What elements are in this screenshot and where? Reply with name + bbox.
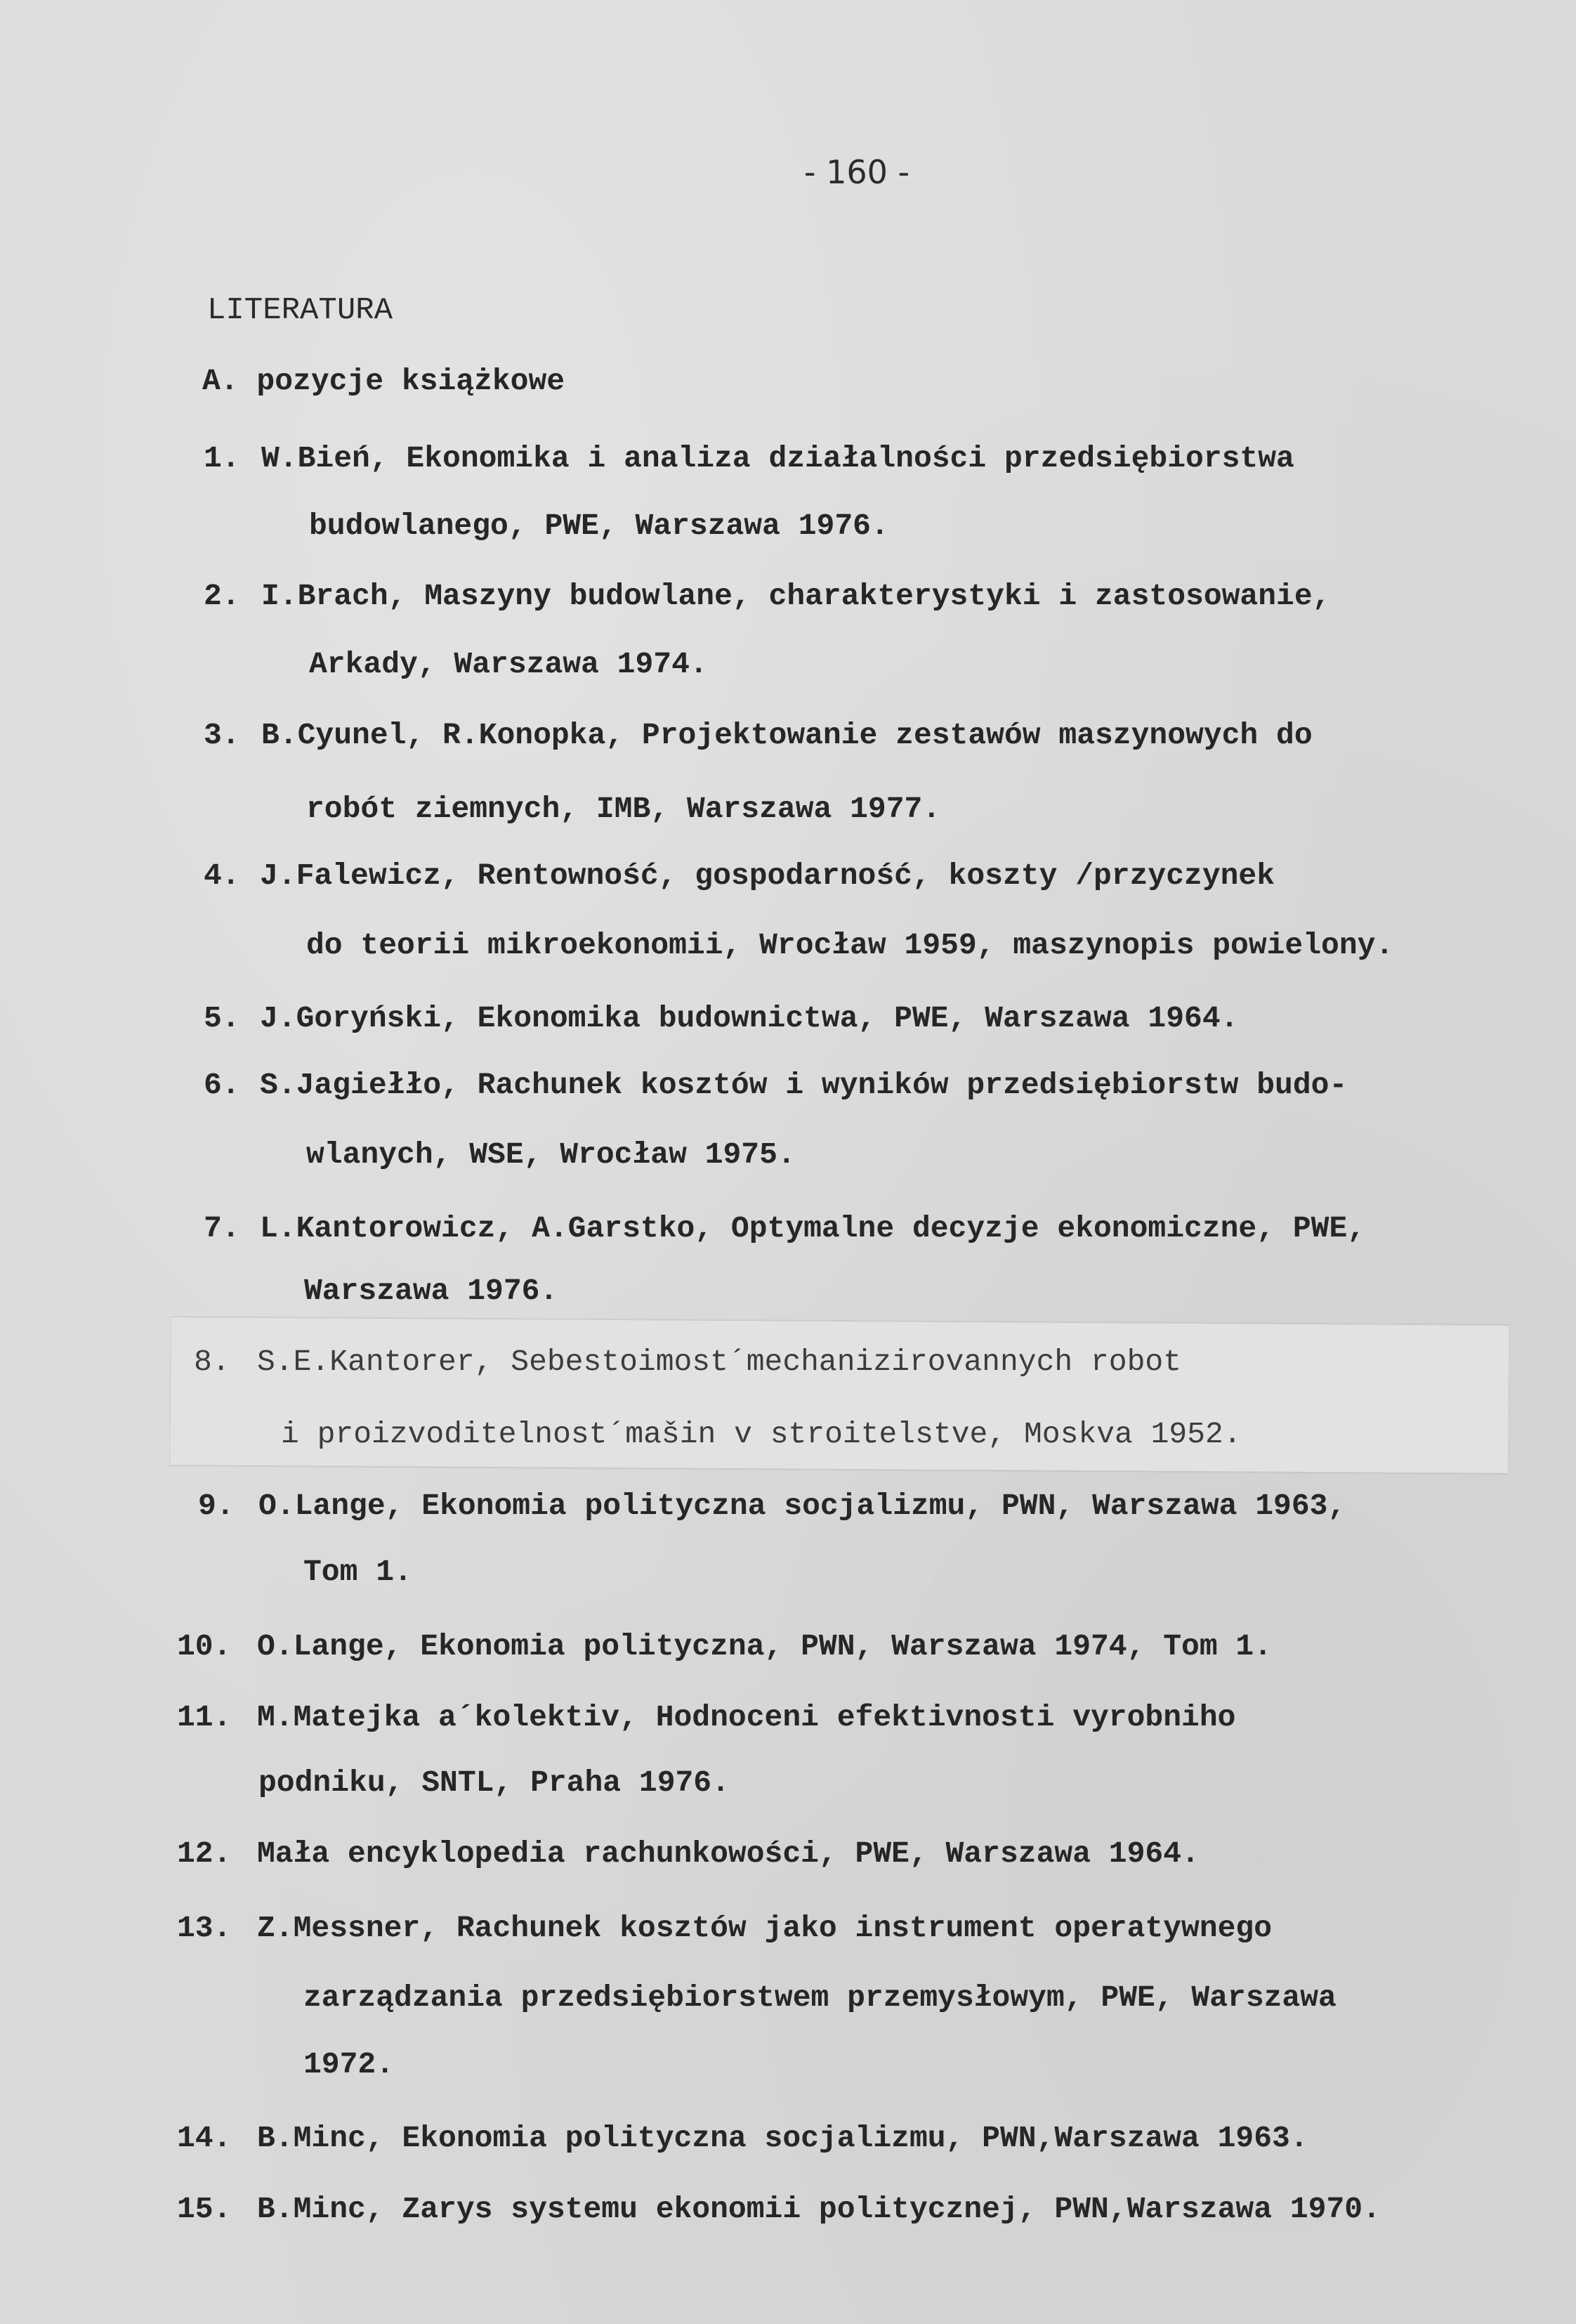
entry-number: 14. xyxy=(177,2121,232,2155)
entry-line: i proizvoditelnost´mašin v stroitelstve, Moskva 1952. xyxy=(281,1417,1242,1451)
entry-number: 4. xyxy=(204,859,240,893)
entry-line: L.Kantorowicz, A.Garstko, Optymalne decyzje ekonomiczne, PWE, xyxy=(260,1211,1366,1246)
entry-number: 6. xyxy=(204,1068,240,1102)
entry-number: 3. xyxy=(204,718,240,752)
entry-line: Tom 1. xyxy=(303,1555,412,1589)
entry-line: J.Goryński, Ekonomika budownictwa, PWE, Warszawa 1964. xyxy=(260,1001,1239,1036)
entry-line: 1972. xyxy=(303,2047,395,2082)
entry-line: zarządzania przedsiębiorstwem przemysłowym, PWE, Warszawa xyxy=(303,1980,1337,2015)
entry-number: 7. xyxy=(204,1211,240,1246)
entry-line: Mała encyklopedia rachunkowości, PWE, Warszawa 1964. xyxy=(257,1836,1200,1871)
entry-line: M.Matejka a´kolektiv, Hodnoceni efektivnosti vyrobniho xyxy=(257,1700,1236,1735)
section-title: A. pozycje książkowe xyxy=(202,364,565,398)
page-number: - 160 - xyxy=(803,153,910,191)
entry-number: 13. xyxy=(177,1911,232,1945)
entry-line: I.Brach, Maszyny budowlane, charakterystyki i zastosowanie, xyxy=(261,579,1331,613)
entry-number: 12. xyxy=(177,1836,232,1871)
heading: LITERATURA xyxy=(207,293,393,328)
entry-line: do teorii mikroekonomii, Wrocław 1959, maszynopis powielony. xyxy=(306,928,1394,962)
entry-line: W.Bień, Ekonomika i analiza działalności przedsiębiorstwa xyxy=(261,441,1294,476)
entry-line: J.Falewicz, Rentowność, gospodarność, koszty /przyczynek xyxy=(260,859,1275,893)
entry-line: B.Cyunel, R.Konopka, Projektowanie zestawów maszynowych do xyxy=(261,718,1313,752)
entry-number: 10. xyxy=(177,1629,232,1664)
entry-number: 9. xyxy=(198,1489,235,1523)
entry-line: B.Minc, Zarys systemu ekonomii politycznej, PWN,Warszawa 1970. xyxy=(257,2192,1381,2226)
entry-line: S.Jagiełło, Rachunek kosztów i wyników przedsiębiorstw budo- xyxy=(260,1068,1348,1102)
entry-line: budowlanego, PWE, Warszawa 1976. xyxy=(309,509,889,543)
entry-line: O.Lange, Ekonomia polityczna, PWN, Warszawa 1974, Tom 1. xyxy=(257,1629,1273,1664)
entry-line: S.E.Kantorer, Sebestoimost´mechanizirovannych robot xyxy=(257,1345,1182,1379)
entry-line: wlanych, WSE, Wrocław 1975. xyxy=(306,1137,796,1172)
entry-line: O.Lange, Ekonomia polityczna socjalizmu, PWN, Warszawa 1963, xyxy=(258,1489,1346,1523)
entry-line: Z.Messner, Rachunek kosztów jako instrument operatywnego xyxy=(257,1911,1273,1945)
entry-number: 8. xyxy=(194,1345,230,1379)
entry-line: Arkady, Warszawa 1974. xyxy=(309,647,708,681)
entry-line: robót ziemnych, IMB, Warszawa 1977. xyxy=(306,792,941,826)
entry-number: 1. xyxy=(204,441,240,476)
entry-line: podniku, SNTL, Praha 1976. xyxy=(258,1765,730,1800)
entry-number: 15. xyxy=(177,2192,232,2226)
entry-line: B.Minc, Ekonomia polityczna socjalizmu, PWN,Warszawa 1963. xyxy=(257,2121,1308,2155)
entry-number: 5. xyxy=(204,1001,240,1036)
entry-number: 11. xyxy=(177,1700,232,1735)
entry-line: Warszawa 1976. xyxy=(304,1274,558,1308)
entry-number: 2. xyxy=(204,579,240,613)
